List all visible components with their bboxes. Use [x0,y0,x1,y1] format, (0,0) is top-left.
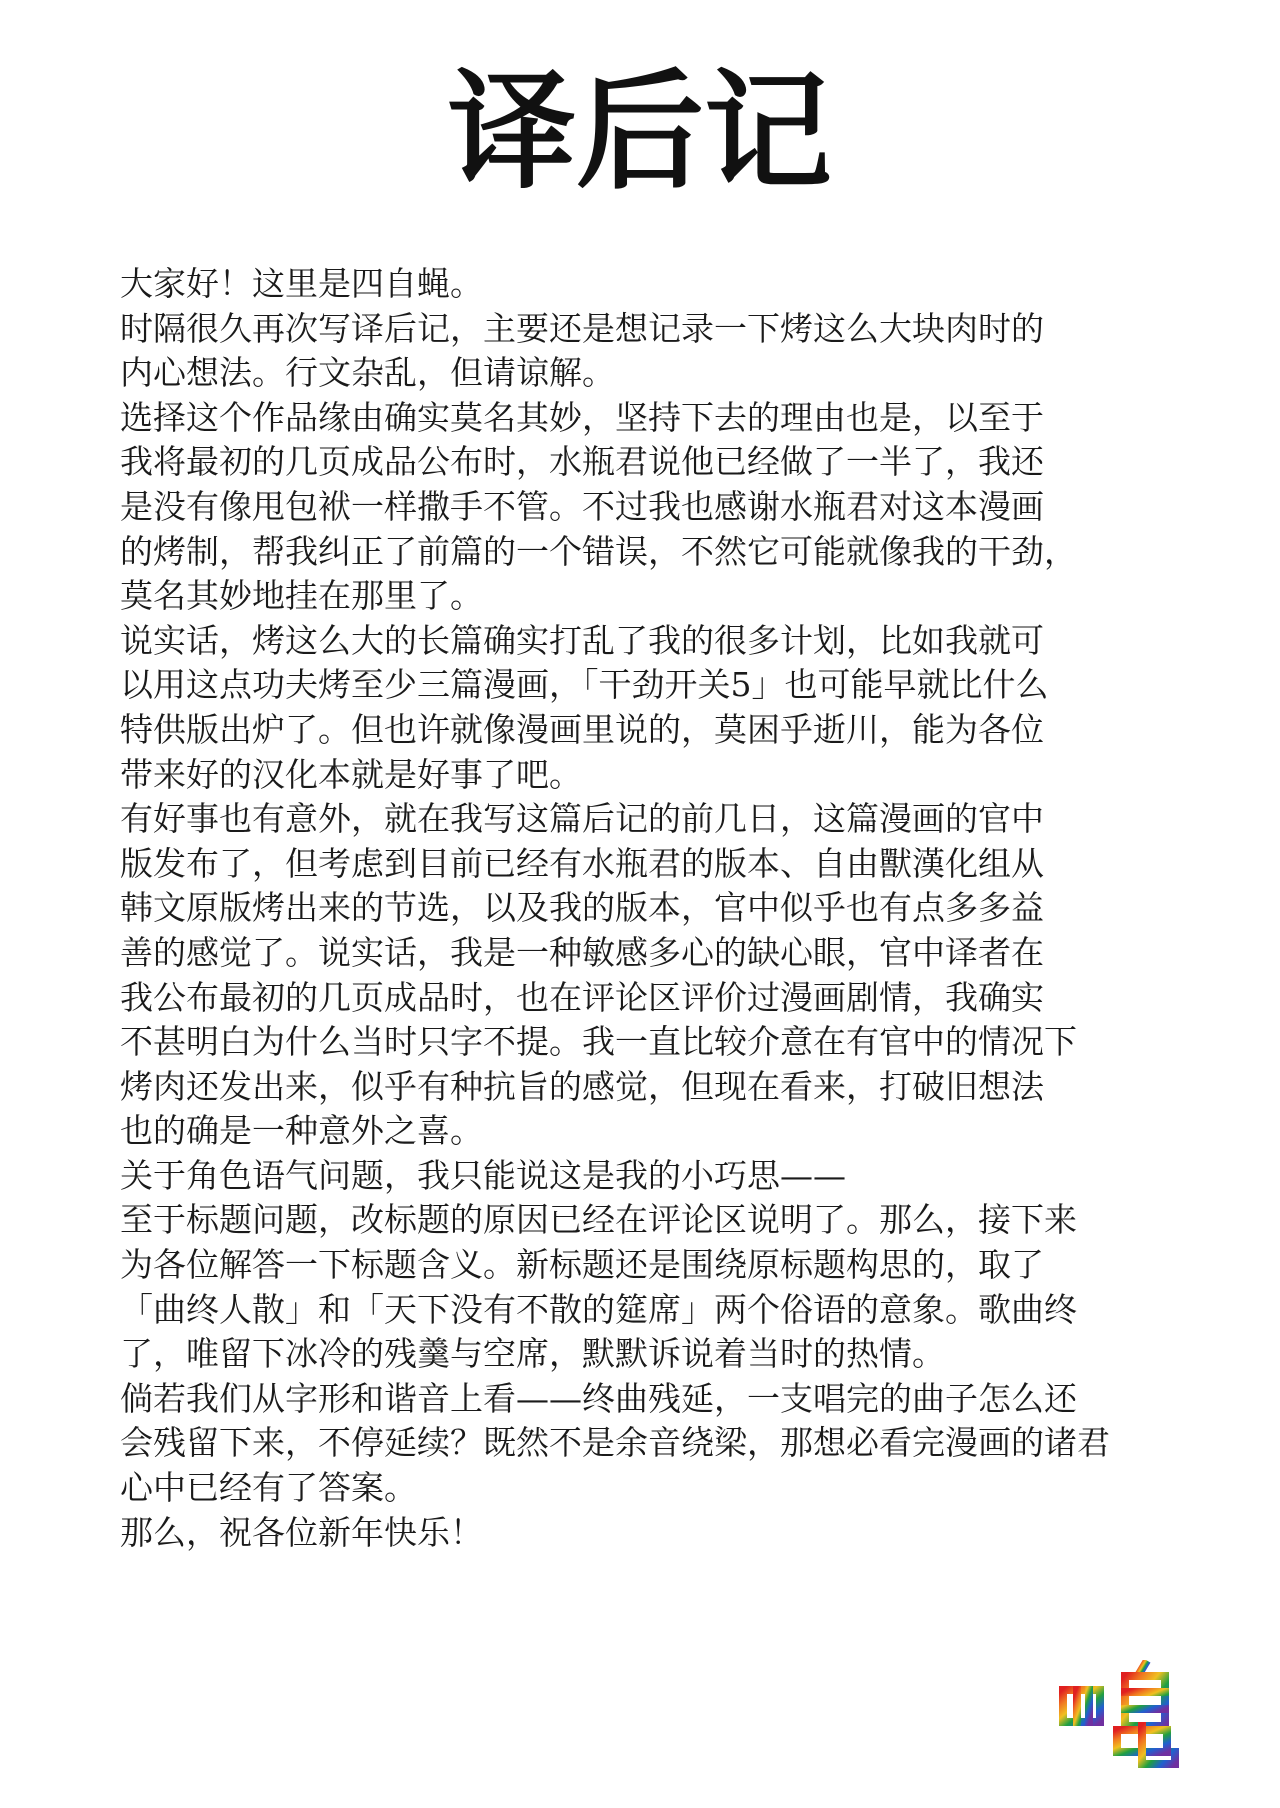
text-line: 说实话，烤这么大的长篇确实打乱了我的很多计划，比如我就可 [120,620,1044,660]
text-line: 心中已经有了答案。 [120,1468,417,1508]
translator-logo-icon [1055,1660,1185,1770]
text-line: 善的感觉了。说实话，我是一种敏感多心的缺心眼，官中译者在 [120,932,1044,972]
text-line: 不甚明白为什么当时只字不提。我一直比较介意在有官中的情况下 [120,1022,1077,1062]
text-line: 特供版出炉了。但也许就像漫画里说的，莫困乎逝川，能为各位 [120,709,1044,749]
text-line: 版发布了，但考虑到目前已经有水瓶君的版本、自由獸漢化组从 [120,843,1044,883]
text-line: 的烤制，帮我纠正了前篇的一个错误，不然它可能就像我的干劲， [120,531,1077,571]
text-line: 会残留下来，不停延续？既然不是余音绕梁，那想必看完漫画的诸君 [120,1423,1110,1463]
text-line: 选择这个作品缘由确实莫名其妙，坚持下去的理由也是，以至于 [120,397,1044,437]
text-line: 有好事也有意外，就在我写这篇后记的前几日，这篇漫画的官中 [120,799,1044,839]
text-line: 至于标题问题，改标题的原因已经在评论区说明了。那么，接下来 [120,1200,1077,1240]
text-line: 我将最初的几页成品公布时，水瓶君说他已经做了一半了，我还 [120,442,1044,482]
text-line: 了，唯留下冰冷的残羹与空席，默默诉说着当时的热情。 [120,1334,945,1374]
text-line: 烤肉还发出来，似乎有种抗旨的感觉，但现在看来，打破旧想法 [120,1066,1044,1106]
text-line: 带来好的汉化本就是好事了吧。 [120,754,582,794]
text-line: 大家好！这里是四自蝇。 [120,264,483,303]
text-line: 内心想法。行文杂乱，但请谅解。 [120,353,615,393]
afterword-body [120,262,1180,1555]
page-title: 译后记 [447,57,832,207]
text-line: 倘若我们从字形和谐音上看——终曲残延，一支唱完的曲子怎么还 [120,1378,1077,1418]
text-line: 关于角色语气问题，我只能说这是我的小巧思—— [120,1155,846,1195]
text-line: 以用这点功夫烤至少三篇漫画，「干劲开关5」也可能早就比什么 [120,665,1049,705]
text-line: 韩文原版烤出来的节选，以及我的版本，官中似乎也有点多多益 [120,888,1044,928]
text-line: 为各位解答一下标题含义。新标题还是围绕原标题构思的，取了 [120,1245,1044,1285]
text-line: 那么，祝各位新年快乐！ [120,1512,483,1552]
text-line: 是没有像甩包袱一样撒手不管。不过我也感谢水瓶君对这本漫画 [120,486,1044,526]
text-line: 也的确是一种意外之喜。 [120,1111,483,1151]
text-line: 我公布最初的几页成品时，也在评论区评价过漫画剧情，我确实 [120,977,1044,1017]
text-line: 莫名其妙地挂在那里了。 [120,576,483,616]
text-line: 时隔很久再次写译后记，主要还是想记录一下烤这么大块肉时的 [120,308,1044,348]
text-line: 「曲终人散」和「天下没有不散的筵席」两个俗语的意象。歌曲终 [120,1289,1077,1329]
